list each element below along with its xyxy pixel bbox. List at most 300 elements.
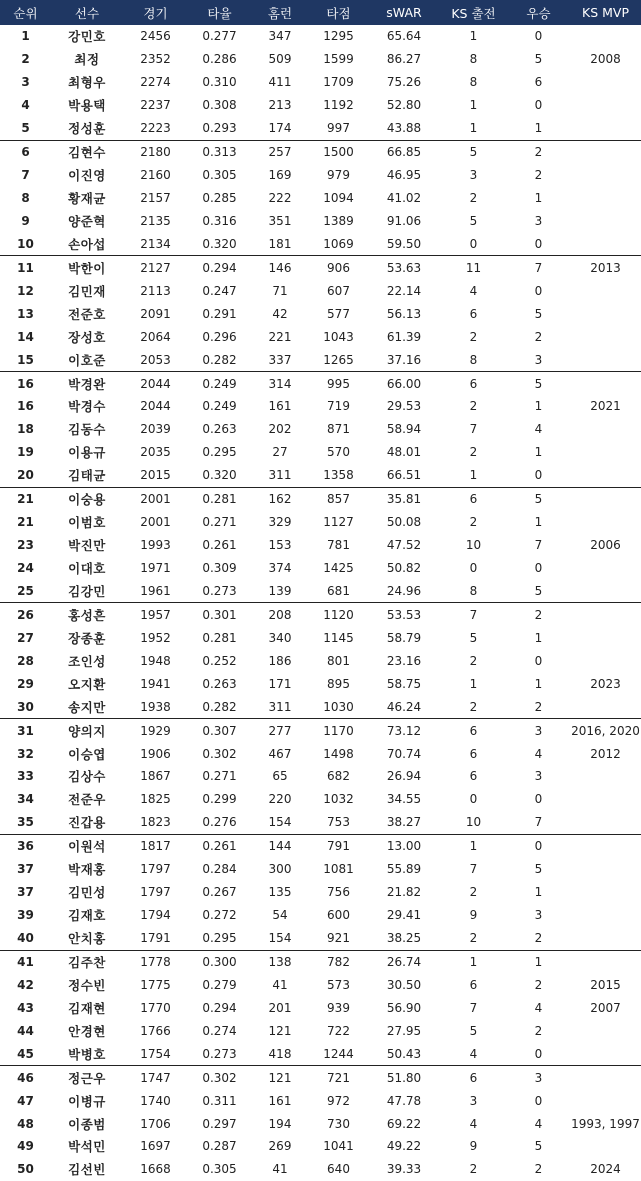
cell-ks-mvp — [570, 232, 641, 255]
cell-rbi: 1265 — [323, 352, 354, 367]
table-row — [0, 25, 641, 48]
cell-avg: 0.295 — [202, 445, 237, 460]
cell-swar: 55.89 — [386, 862, 422, 877]
cell-ks-mvp — [570, 580, 641, 603]
table-header — [0, 0, 641, 25]
cell-hr: 347 — [268, 29, 292, 44]
cell-ks-appearances: 7 — [469, 422, 478, 437]
cell-games: 2127 — [123, 256, 188, 279]
cell-rank: 30 — [17, 699, 34, 714]
cell-ks-appearances: 6 — [440, 372, 507, 395]
cell-avg: 0.295 — [202, 931, 237, 946]
column-header-ks-appearances: KS 출전 — [451, 5, 496, 21]
cell-rbi: 721 — [309, 1066, 368, 1089]
cell-swar: 22.14 — [386, 283, 422, 298]
cell-name: 김동수 — [68, 422, 106, 438]
cell-rank: 41 — [0, 950, 51, 973]
cell-name: 김민성 — [68, 885, 106, 901]
cell-ks-appearances: 7 — [440, 603, 507, 626]
column-header-swar: sWAR — [386, 5, 422, 20]
cell-name: 강민호 — [68, 29, 106, 45]
table-row — [0, 603, 641, 626]
cell-rank: 45 — [17, 1046, 34, 1061]
cell-hr: 135 — [268, 885, 292, 900]
cell-avg: 0.279 — [202, 977, 237, 992]
cell-name: 김주찬 — [51, 950, 123, 973]
cell-ks-appearances: 2 — [469, 191, 478, 206]
cell-ks-mvp — [570, 881, 641, 904]
cell-rank: 8 — [21, 191, 30, 206]
cell-avg: 0.294 — [188, 256, 251, 279]
cell-rbi: 1295 — [323, 29, 354, 44]
cell-hr: 269 — [268, 1139, 292, 1154]
cell-name: 이진영 — [68, 168, 106, 184]
cell-rank: 35 — [17, 815, 34, 830]
cell-rank: 43 — [17, 1000, 34, 1015]
cell-avg: 0.310 — [202, 75, 237, 90]
cell-ks-mvp: 2016, 2020 — [570, 719, 641, 742]
table-row — [0, 996, 641, 1019]
cell-ks-mvp — [570, 950, 641, 973]
cell-hr: 467 — [268, 746, 292, 761]
cell-ks-appearances: 1 — [469, 29, 478, 44]
cell-ks-appearances: 6 — [469, 746, 478, 761]
cell-rbi: 1244 — [323, 1046, 354, 1061]
cell-rank: 1 — [21, 29, 30, 44]
cell-games: 1867 — [140, 769, 171, 784]
cell-swar: 26.94 — [386, 769, 422, 784]
cell-name: 김재호 — [68, 908, 106, 924]
cell-rank: 14 — [17, 329, 34, 344]
cell-rank: 6 — [0, 140, 51, 163]
cell-ks-mvp — [570, 418, 641, 441]
cell-games: 1938 — [140, 699, 171, 714]
cell-hr: 138 — [251, 950, 309, 973]
cell-ks-appearances: 9 — [469, 1139, 478, 1154]
cell-hr: 221 — [268, 329, 292, 344]
table-row — [0, 534, 641, 557]
cell-ks-mvp — [570, 279, 641, 302]
cell-name: 김선빈 — [68, 1162, 106, 1178]
cell-championships: 7 — [534, 538, 543, 553]
cell-avg: 0.316 — [202, 213, 237, 228]
cell-ks-appearances: 5 — [469, 1023, 478, 1038]
table-row — [0, 1135, 641, 1158]
cell-hr: 300 — [268, 862, 292, 877]
column-header-championships: 우승 — [526, 5, 551, 21]
table-row — [0, 372, 641, 395]
table-row — [0, 395, 641, 418]
cell-championships: 4 — [534, 746, 543, 761]
table-row — [0, 94, 641, 117]
cell-avg: 0.261 — [202, 538, 237, 553]
cell-avg: 0.313 — [188, 140, 251, 163]
cell-avg: 0.252 — [202, 653, 237, 668]
table-row — [0, 626, 641, 649]
cell-avg: 0.300 — [188, 950, 251, 973]
cell-avg: 0.263 — [202, 422, 237, 437]
cell-ks-appearances: 11 — [440, 256, 507, 279]
cell-swar: 53.63 — [368, 256, 440, 279]
cell-swar: 30.50 — [386, 977, 422, 992]
cell-rbi: 640 — [327, 1162, 350, 1177]
cell-games: 2053 — [140, 352, 171, 367]
cell-name: 박진만 — [68, 538, 106, 554]
cell-championships: 2 — [534, 1023, 543, 1038]
cell-hr: 65 — [272, 769, 288, 784]
cell-rank: 26 — [0, 603, 51, 626]
cell-avg: 0.284 — [202, 862, 237, 877]
table-row — [0, 441, 641, 464]
cell-name: 이대호 — [68, 561, 106, 577]
cell-name: 손아섭 — [68, 236, 106, 252]
cell-swar: 66.85 — [368, 140, 440, 163]
cell-ks-mvp: 2012 — [590, 746, 621, 761]
cell-ks-appearances: 10 — [465, 538, 482, 553]
table-row — [0, 695, 641, 718]
column-header-avg: 타율 — [207, 5, 232, 21]
cell-swar: 56.90 — [386, 1000, 422, 1015]
cell-hr: 121 — [251, 1066, 309, 1089]
cell-games: 1775 — [140, 977, 171, 992]
cell-ks-appearances: 0 — [469, 792, 478, 807]
cell-ks-appearances: 2 — [469, 399, 478, 414]
cell-games: 1747 — [123, 1066, 188, 1089]
cell-ks-mvp — [570, 788, 641, 811]
table-row — [0, 187, 641, 210]
cell-name: 정성훈 — [68, 121, 106, 137]
cell-ks-mvp — [570, 904, 641, 927]
cell-hr: 181 — [268, 236, 292, 251]
cell-swar: 48.01 — [386, 445, 422, 460]
cell-rbi: 1389 — [323, 213, 354, 228]
cell-ks-appearances: 5 — [469, 213, 478, 228]
cell-swar: 35.81 — [368, 487, 440, 510]
cell-rbi: 1081 — [323, 862, 354, 877]
cell-rank: 42 — [17, 977, 34, 992]
cell-name: 이승엽 — [68, 746, 106, 762]
table-row — [0, 302, 641, 325]
cell-avg: 0.271 — [202, 769, 237, 784]
cell-rank: 40 — [17, 931, 34, 946]
cell-ks-mvp: 2023 — [590, 676, 621, 691]
cell-name: 박경수 — [68, 399, 106, 415]
cell-name: 박한이 — [51, 256, 123, 279]
cell-ks-appearances: 4 — [469, 1116, 478, 1131]
cell-championships: 2 — [534, 329, 543, 344]
cell-swar: 69.22 — [386, 1116, 422, 1131]
cell-championships: 1 — [534, 191, 543, 206]
cell-name: 최형우 — [68, 75, 106, 91]
cell-ks-appearances: 6 — [440, 487, 507, 510]
cell-hr: 202 — [268, 422, 292, 437]
cell-rank: 2 — [21, 52, 30, 67]
cell-name: 송지만 — [68, 699, 106, 715]
cell-hr: 374 — [268, 561, 292, 576]
cell-ks-mvp: 2013 — [570, 256, 641, 279]
column-header-games: 경기 — [143, 5, 168, 21]
cell-name: 김재현 — [68, 1000, 106, 1016]
cell-hr: 41 — [272, 977, 288, 992]
cell-rank: 49 — [17, 1139, 34, 1154]
cell-avg: 0.307 — [188, 719, 251, 742]
cell-rbi: 600 — [327, 908, 350, 923]
cell-games: 1766 — [140, 1023, 171, 1038]
table-row — [0, 788, 641, 811]
table-row — [0, 649, 641, 672]
cell-name: 안치홍 — [68, 931, 106, 947]
table-row — [0, 348, 641, 371]
cell-rbi: 1709 — [323, 75, 354, 90]
cell-games: 2180 — [123, 140, 188, 163]
cell-name: 김민재 — [68, 283, 106, 299]
cell-swar: 24.96 — [386, 583, 422, 598]
cell-name: 양준혁 — [68, 213, 106, 229]
cell-name: 장성호 — [68, 329, 106, 345]
cell-ks-mvp: 2015 — [590, 977, 621, 992]
cell-championships: 2 — [507, 140, 570, 163]
cell-championships: 0 — [534, 236, 543, 251]
cell-swar: 56.13 — [386, 306, 422, 321]
cell-hr: 154 — [268, 815, 292, 830]
cell-rbi: 1358 — [323, 468, 354, 483]
cell-games: 1797 — [140, 862, 171, 877]
cell-championships: 1 — [534, 399, 543, 414]
cell-hr: 311 — [268, 468, 292, 483]
cell-avg: 0.249 — [202, 399, 237, 414]
cell-hr: 222 — [268, 191, 292, 206]
cell-championships: 0 — [534, 653, 543, 668]
cell-swar: 49.22 — [386, 1139, 422, 1154]
cell-ks-appearances: 4 — [469, 283, 478, 298]
cell-avg: 0.285 — [202, 191, 237, 206]
cell-championships: 1 — [534, 121, 543, 136]
cell-ks-appearances: 2 — [469, 885, 478, 900]
cell-swar: 50.08 — [386, 515, 422, 530]
cell-championships: 0 — [534, 468, 543, 483]
cell-rbi: 972 — [327, 1093, 350, 1108]
cell-hr: 277 — [251, 719, 309, 742]
cell-championships: 0 — [534, 283, 543, 298]
cell-swar: 47.78 — [386, 1093, 422, 1108]
cell-rank: 36 — [0, 834, 51, 857]
cell-rank: 12 — [17, 283, 34, 298]
cell-name: 조인성 — [68, 653, 106, 669]
cell-swar: 70.74 — [386, 746, 422, 761]
cell-championships: 0 — [534, 1093, 543, 1108]
cell-avg: 0.296 — [202, 329, 237, 344]
cell-championships: 2 — [534, 977, 543, 992]
cell-ks-mvp — [570, 1019, 641, 1042]
cell-games: 1778 — [123, 950, 188, 973]
cell-rank: 7 — [21, 168, 30, 183]
cell-avg: 0.263 — [202, 676, 237, 691]
cell-swar: 26.74 — [368, 950, 440, 973]
cell-avg: 0.305 — [202, 1162, 237, 1177]
cell-championships: 5 — [534, 1139, 543, 1154]
column-header-rbi: 타점 — [326, 5, 351, 21]
cell-name: 양의지 — [51, 719, 123, 742]
cell-hr: 146 — [251, 256, 309, 279]
cell-hr: 154 — [268, 931, 292, 946]
cell-rank: 27 — [17, 630, 34, 645]
cell-rank: 29 — [17, 676, 34, 691]
cell-championships: 5 — [507, 487, 570, 510]
cell-rank: 28 — [17, 653, 34, 668]
cell-games: 2352 — [140, 52, 171, 67]
cell-games: 2001 — [123, 487, 188, 510]
table-row — [0, 117, 641, 140]
cell-rank: 3 — [21, 75, 30, 90]
cell-rank: 48 — [17, 1116, 34, 1131]
cell-rbi: 921 — [327, 931, 350, 946]
cell-swar: 21.82 — [386, 885, 422, 900]
cell-rank: 50 — [17, 1162, 34, 1177]
cell-games: 2035 — [140, 445, 171, 460]
cell-ks-mvp: 2007 — [590, 1000, 621, 1015]
cell-ks-mvp: 1993, 1997 — [571, 1116, 640, 1131]
cell-avg: 0.261 — [188, 834, 251, 857]
cell-ks-appearances: 1 — [440, 950, 507, 973]
cell-rank: 46 — [0, 1066, 51, 1089]
cell-avg: 0.287 — [202, 1139, 237, 1154]
cell-rbi: 791 — [309, 834, 368, 857]
cell-championships: 4 — [534, 1116, 543, 1131]
cell-games: 1794 — [140, 908, 171, 923]
cell-name: 박석민 — [68, 1139, 106, 1155]
cell-games: 2044 — [123, 372, 188, 395]
cell-ks-mvp — [570, 94, 641, 117]
cell-avg: 0.309 — [202, 561, 237, 576]
cell-ks-mvp — [570, 372, 641, 395]
cell-avg: 0.294 — [202, 1000, 237, 1015]
cell-avg: 0.273 — [202, 1046, 237, 1061]
cell-championships: 3 — [534, 352, 543, 367]
cell-swar: 75.26 — [386, 75, 422, 90]
cell-games: 2091 — [140, 306, 171, 321]
cell-swar: 13.00 — [368, 834, 440, 857]
cell-name: 이종범 — [68, 1116, 106, 1132]
cell-ks-mvp — [570, 927, 641, 950]
cell-hr: 340 — [268, 630, 292, 645]
cell-ks-appearances: 5 — [440, 140, 507, 163]
cell-swar: 50.82 — [386, 561, 422, 576]
cell-games: 1797 — [140, 885, 171, 900]
cell-ks-appearances: 3 — [469, 1093, 478, 1108]
cell-games: 2157 — [140, 191, 171, 206]
cell-avg: 0.277 — [202, 29, 237, 44]
cell-games: 2064 — [140, 329, 171, 344]
cell-championships: 5 — [534, 306, 543, 321]
table-row — [0, 742, 641, 765]
cell-championships: 0 — [507, 834, 570, 857]
cell-rbi: 573 — [327, 977, 350, 992]
cell-rank: 24 — [17, 561, 34, 576]
table-row — [0, 557, 641, 580]
cell-ks-mvp — [570, 487, 641, 510]
cell-avg: 0.271 — [202, 515, 237, 530]
table-row — [0, 811, 641, 834]
cell-ks-mvp — [570, 1135, 641, 1158]
cell-rank: 21 — [17, 515, 34, 530]
cell-games: 1906 — [140, 746, 171, 761]
cell-games: 1961 — [140, 583, 171, 598]
cell-name: 박재홍 — [68, 862, 106, 878]
table-row — [0, 1089, 641, 1112]
cell-swar: 50.43 — [386, 1046, 422, 1061]
cell-avg: 0.282 — [202, 699, 237, 714]
cell-rbi: 979 — [327, 168, 350, 183]
cell-name: 정근우 — [51, 1066, 123, 1089]
cell-name: 오지환 — [68, 676, 106, 692]
cell-rank: 16 — [17, 399, 34, 414]
cell-games: 2456 — [140, 29, 171, 44]
cell-rbi: 1127 — [323, 515, 354, 530]
table-row — [0, 1066, 641, 1089]
cell-ks-mvp — [570, 164, 641, 187]
cell-ks-appearances: 6 — [440, 719, 507, 742]
cell-ks-mvp — [570, 649, 641, 672]
cell-games: 1993 — [140, 538, 171, 553]
cell-swar: 39.33 — [386, 1162, 422, 1177]
cell-ks-appearances: 2 — [469, 931, 478, 946]
cell-ks-appearances: 8 — [469, 352, 478, 367]
cell-rbi: 719 — [327, 399, 350, 414]
cell-hr: 201 — [268, 1000, 292, 1015]
cell-ks-mvp — [570, 511, 641, 534]
cell-ks-appearances: 0 — [469, 561, 478, 576]
cell-name: 이호준 — [68, 352, 106, 368]
cell-name: 전준우 — [68, 792, 106, 808]
cell-ks-appearances: 6 — [469, 769, 478, 784]
cell-ks-mvp — [570, 325, 641, 348]
cell-name: 전준호 — [68, 306, 106, 322]
cell-rank: 23 — [17, 538, 34, 553]
cell-games: 1971 — [140, 561, 171, 576]
table-row — [0, 232, 641, 255]
cell-hr: 27 — [272, 445, 288, 460]
cell-ks-mvp — [570, 858, 641, 881]
cell-name: 이숭용 — [51, 487, 123, 510]
cell-swar: 66.00 — [368, 372, 440, 395]
cell-championships: 0 — [534, 29, 543, 44]
cell-swar: 58.94 — [386, 422, 422, 437]
cell-ks-appearances: 2 — [469, 329, 478, 344]
cell-games: 1668 — [140, 1162, 171, 1177]
cell-ks-appearances: 8 — [469, 583, 478, 598]
cell-name: 이범호 — [68, 515, 106, 531]
cell-ks-appearances: 7 — [469, 862, 478, 877]
cell-ks-appearances: 2 — [469, 699, 478, 714]
cell-games: 1791 — [140, 931, 171, 946]
cell-ks-appearances: 8 — [469, 75, 478, 90]
cell-rbi: 995 — [309, 372, 368, 395]
cell-championships: 5 — [507, 372, 570, 395]
cell-rbi: 1041 — [323, 1139, 354, 1154]
table-row — [0, 1019, 641, 1042]
cell-avg: 0.320 — [202, 236, 237, 251]
cell-ks-appearances: 0 — [469, 236, 478, 251]
cell-ks-appearances: 6 — [469, 977, 478, 992]
cell-rbi: 1032 — [323, 792, 354, 807]
cell-ks-mvp — [570, 1042, 641, 1065]
cell-games: 1825 — [140, 792, 171, 807]
cell-avg: 0.249 — [188, 372, 251, 395]
cell-ks-mvp: 2008 — [590, 52, 621, 67]
cell-championships: 5 — [534, 862, 543, 877]
cell-hr: 314 — [251, 372, 309, 395]
cell-avg: 0.305 — [202, 168, 237, 183]
